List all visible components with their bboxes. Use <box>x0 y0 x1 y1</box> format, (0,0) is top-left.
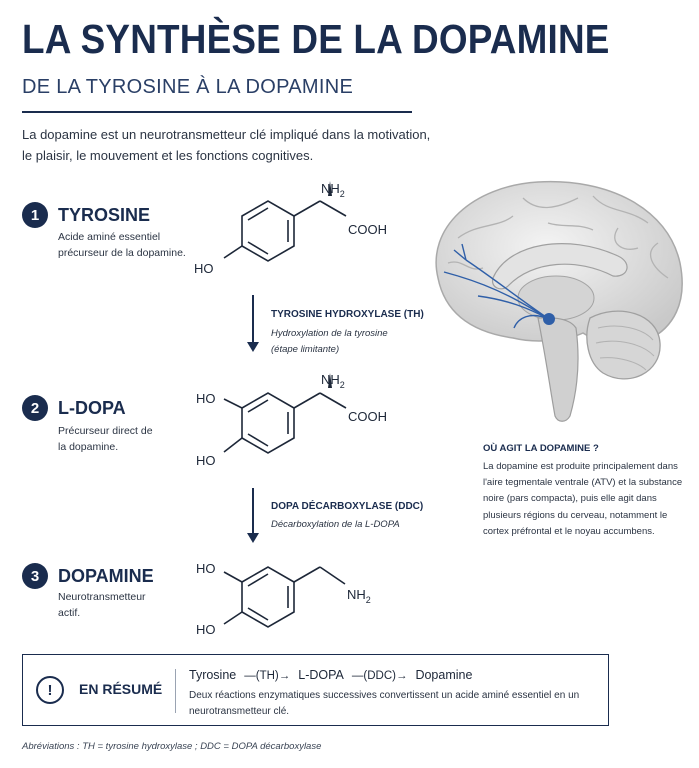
footnote-abbreviations: Abréviations : TH = tyrosine hydroxylase ; DDC = DOPA décarboxylase <box>22 741 322 752</box>
enzyme-1-desc-line2: (étape limitante) <box>271 344 340 355</box>
svg-text:HO: HO <box>194 261 214 276</box>
svg-text:NH2: $NH_2$ <box>347 587 371 605</box>
enzyme-1-desc-line1: Hydroxylation de la tyrosine <box>271 328 388 339</box>
step-3-name: DOPAMINE <box>58 566 154 586</box>
svg-text:HO: HO <box>196 453 216 468</box>
dopamine-structure <box>190 552 410 644</box>
page-title: LA SYNTHÈSE DE LA DOPAMINE <box>22 16 610 62</box>
step-2-name: L-DOPA <box>58 398 126 418</box>
flow-op-ddc: —(DDC)→ <box>351 670 408 682</box>
reaction-arrow-2 <box>252 488 254 534</box>
step-2-badge: 2 <box>22 395 48 421</box>
summary-desc: Deux réactions enzymatiques successives convertissent un acide aminé essentiel en un neurotransmetteur clé. <box>189 690 580 717</box>
info-text: La dopamine est produite principalement dans l'aire tegmentale ventrale (ATV) et la substance noire (pars compacta), puis elle agit dans plusieurs régions du cerveau, notamment le cortex préfrontal et le noyau accumbens. <box>483 461 683 537</box>
flow-dopamine: Dopamine <box>415 668 473 682</box>
brain-illustration <box>418 168 696 430</box>
flow-ldopa: L-DOPA <box>298 668 344 682</box>
summary-flow <box>189 668 472 682</box>
svg-text:HO: HO <box>196 561 216 576</box>
svg-text:NH2: $NH_2$ <box>321 372 345 390</box>
svg-text:COOH: COOH <box>348 222 387 237</box>
step-2-desc: Précurseur direct de la dopamine. <box>58 425 153 453</box>
info-title: OÙ AGIT LA DOPAMINE ? <box>483 443 599 454</box>
intro-text: La dopamine est un neurotransmetteur clé impliqué dans la motivation, le plaisir, le mouvement et les fonctions cognitives. <box>22 127 431 163</box>
title-divider <box>22 111 412 113</box>
alert-icon: ! <box>36 676 64 704</box>
step-1-name: TYROSINE <box>58 205 151 225</box>
summary-box <box>22 654 609 726</box>
summary-label: EN RÉSUMÉ <box>79 681 163 697</box>
enzyme-1-name: TYROSINE HYDROXYLASE (TH) <box>271 309 424 320</box>
enzyme-2-name: DOPA DÉCARBOXYLASE (DDC) <box>271 501 424 512</box>
reaction-arrow-1 <box>252 295 254 343</box>
flow-op-th: —(TH)→ <box>244 670 291 682</box>
enzyme-2-desc-line1: Décarboxylation de la L-DOPA <box>271 519 400 530</box>
svg-text:HO: HO <box>196 622 216 637</box>
vta-marker <box>543 313 555 325</box>
page-subtitle: DE LA TYROSINE À LA DOPAMINE <box>22 76 354 98</box>
step-3-desc: Neurotransmetteur actif. <box>58 591 146 619</box>
step-3-badge: 3 <box>22 563 48 589</box>
step-1-desc: Acide aminé essentiel précurseur de la dopamine. <box>58 231 186 259</box>
summary-divider <box>175 669 176 713</box>
reaction-arrowhead-1 <box>247 342 259 352</box>
ldopa-structure <box>190 366 410 476</box>
step-1-badge: 1 <box>22 202 48 228</box>
flow-tyrosine: Tyrosine <box>189 668 237 682</box>
tyrosine-structure <box>190 176 410 281</box>
svg-text:COOH: COOH <box>348 409 387 424</box>
reaction-arrowhead-2 <box>247 533 259 543</box>
svg-text:NH2: $NH_2$ <box>321 181 345 199</box>
svg-text:HO: HO <box>196 391 216 406</box>
